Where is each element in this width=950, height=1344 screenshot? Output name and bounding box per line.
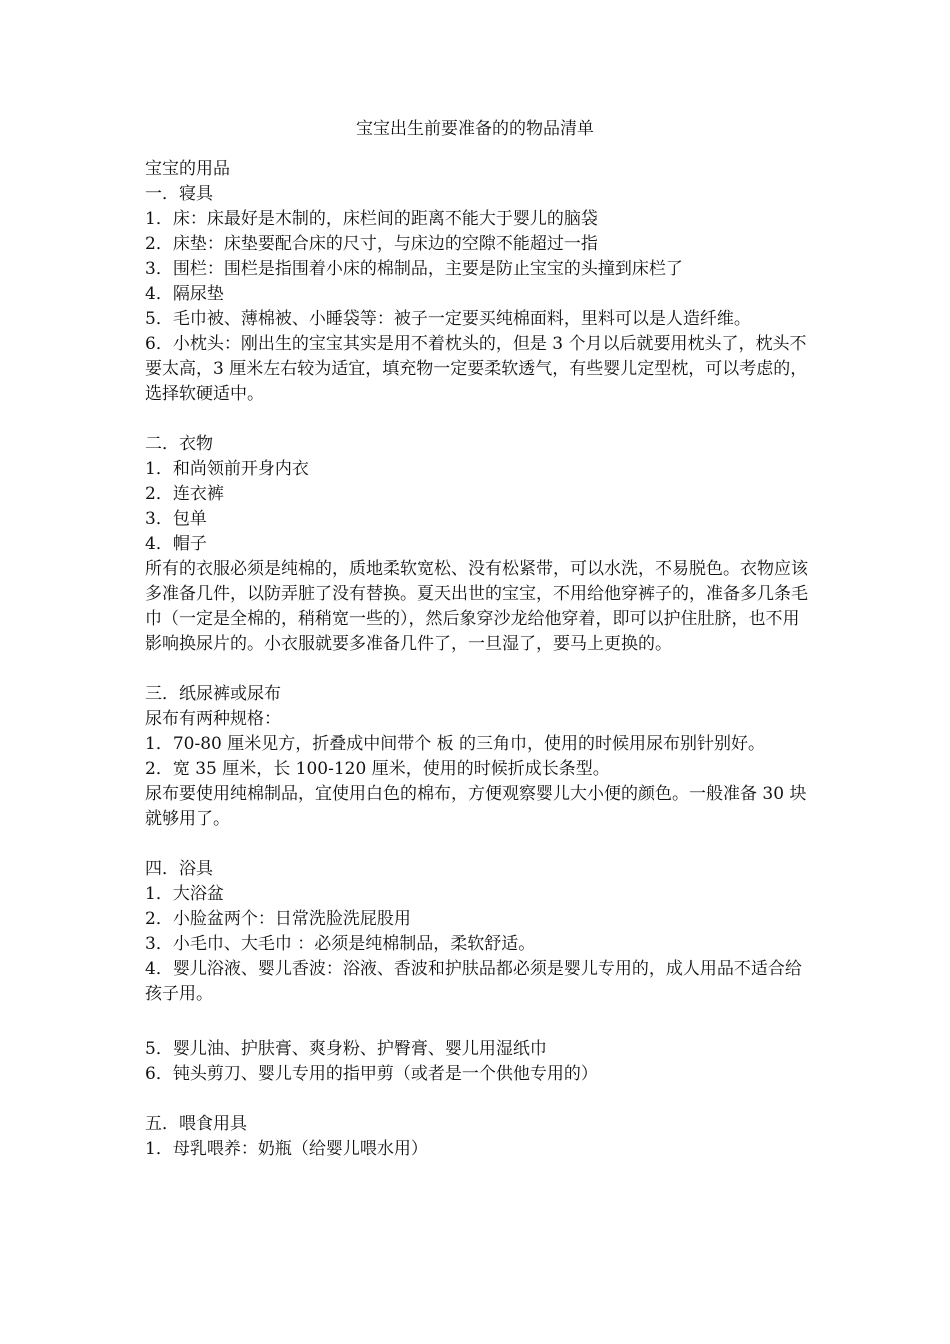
list-item: 4．帽子 xyxy=(145,534,207,554)
spacer xyxy=(145,1007,810,1037)
spacer xyxy=(145,832,810,857)
section-heading-bath: 四．浴具 xyxy=(145,859,213,879)
list-item: 2．小脸盆两个：日常洗脸洗屁股用 xyxy=(145,909,411,929)
list-item: 1．床：床最好是木制的，床栏间的距离不能大于婴儿的脑袋 xyxy=(145,209,598,229)
list-item: 3．围栏：围栏是指围着小床的棉制品，主要是防止宝宝的头撞到床栏了 xyxy=(145,259,683,279)
list-item: 2．连衣裤 xyxy=(145,484,224,504)
section-note: 尿布要使用纯棉制品，宜使用白色的棉布，方便观察婴儿大小便的颜色。一般准备 30 块就够用了。 xyxy=(145,784,807,829)
list-item: 5．毛巾被、薄棉被、小睡袋等：被子一定要买纯棉面料，里料可以是人造纤维。 xyxy=(145,309,751,329)
list-item: 2．宽 35 厘米，长 100-120 厘米，使用的时候折成长条型。 xyxy=(145,759,610,779)
section-heading-feeding: 五．喂食用具 xyxy=(145,1114,247,1134)
spacer xyxy=(145,657,810,682)
spacer xyxy=(145,1087,810,1112)
list-item: 3．小毛巾、大毛巾 ：必须是纯棉制品，柔软舒适。 xyxy=(145,934,536,954)
section-heading-bedding: 一．寝具 xyxy=(145,184,213,204)
list-item: 6．钝头剪刀、婴儿专用的指甲剪（或者是一个供他专用的） xyxy=(145,1064,598,1084)
section-note: 所有的衣服必须是纯棉的，质地柔软宽松、没有松紧带，可以水洗，不易脱色。衣物应该多准备几件，以防弄脏了没有替换。夏天出世的宝宝，不用给他穿裤子的，准备多几条毛巾（一定是全棉的，稍稍宽一些的），然后象穿沙龙给他穿着，即可以护住肚脐，也不用影响换尿片的。小衣服就要多准备几件了，一旦湿了，要马上更换的。 xyxy=(145,559,808,654)
section-heading-clothing: 二．衣物 xyxy=(145,434,213,454)
list-item: 1．和尚领前开身内衣 xyxy=(145,459,309,479)
list-item: 1．母乳喂养：奶瓶（给婴儿喂水用） xyxy=(145,1139,428,1159)
spacer xyxy=(145,407,810,432)
list-item: 1．70-80 厘米见方，折叠成中间带个 板 的三角巾，使用的时候用尿布别针别好。 xyxy=(145,734,766,754)
list-item: 3．包单 xyxy=(145,509,207,529)
section-heading-diapers: 三．纸尿裤或尿布 xyxy=(145,684,281,704)
section-lead: 尿布有两种规格： xyxy=(145,709,281,729)
list-item: 6．小枕头：刚出生的宝宝其实是用不着枕头的，但是 3 个月以后就要用枕头了，枕头不要太高，3 厘米左右较为适宜，填充物一定要柔软透气，有些婴儿定型枕，可以考虑的，选择软硬适中。 xyxy=(145,334,808,404)
list-item: 5．婴儿油、护肤膏、爽身粉、护臀膏、婴儿用湿纸巾 xyxy=(145,1039,547,1059)
list-item: 2．床垫：床垫要配合床的尺寸，与床边的空隙不能超过一指 xyxy=(145,234,598,254)
list-item: 4．隔尿垫 xyxy=(145,284,224,304)
document-body xyxy=(145,157,810,1162)
list-item: 4．婴儿浴液、婴儿香波：浴液、香波和护肤品都必须是婴儿专用的，成人用品不适合给孩子用。 xyxy=(145,959,802,1004)
document-title: 宝宝出生前要准备的的物品清单 xyxy=(356,119,594,139)
list-item: 1．大浴盆 xyxy=(145,884,224,904)
intro-heading: 宝宝的用品 xyxy=(145,159,230,179)
